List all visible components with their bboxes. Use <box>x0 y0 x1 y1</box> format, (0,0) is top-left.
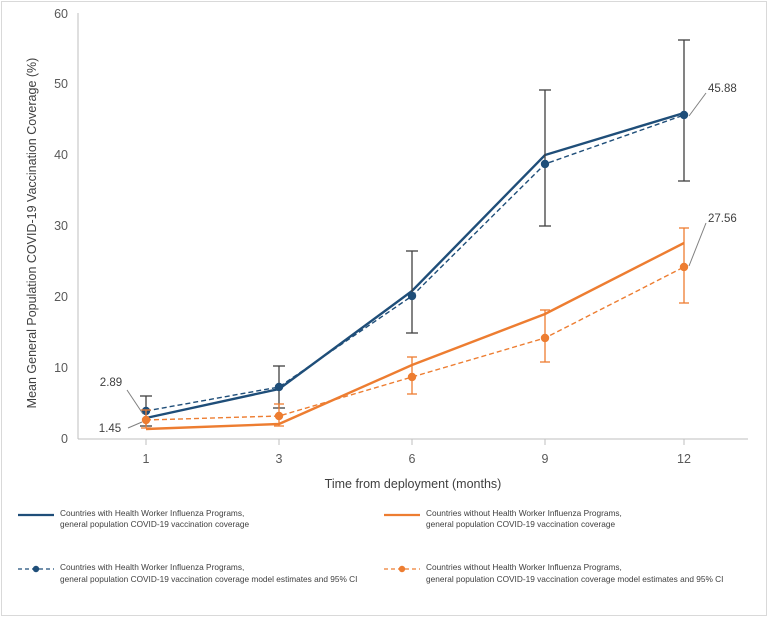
legend-swatch-orange-solid <box>384 509 420 521</box>
callout-line-orange-last <box>689 223 706 266</box>
x-tick-label-3: 3 <box>275 452 283 466</box>
y-tick-label-30: 30 <box>54 219 68 233</box>
y-tick-label-60: 60 <box>54 7 68 21</box>
callout-line-blue-last <box>689 93 706 116</box>
legend-label-with-programs-actual <box>60 508 249 530</box>
legend-item-with-programs-actual[interactable] <box>18 508 384 530</box>
legend-line1: Countries without Health Worker Influenza Programs, <box>426 508 622 518</box>
series-line-with-programs-model <box>146 115 684 411</box>
data-label-blue-last: 45.88 <box>708 83 737 95</box>
series-markers-with-programs-model <box>142 111 688 415</box>
legend-line2: general population COVID-19 vaccination coverage <box>60 519 250 530</box>
legend-item-with-programs-model[interactable] <box>18 562 384 584</box>
legend-item-without-programs-actual[interactable] <box>384 508 750 530</box>
y-tick-label-10: 10 <box>54 361 68 375</box>
legend-line2: general population COVID-19 vaccination coverage <box>426 519 616 530</box>
x-tick-label-9: 9 <box>541 452 549 466</box>
data-label-blue-first: 2.89 <box>99 377 123 389</box>
legend-item-without-programs-model[interactable] <box>384 562 750 584</box>
error-bars-without-programs-model <box>141 228 689 428</box>
y-axis-title: Mean General Population COVID-19 Vaccination Coverage (%) <box>25 57 39 409</box>
legend-line1: Countries with Health Worker Influenza Programs, <box>60 508 245 518</box>
x-axis-title: Time from deployment (months) <box>324 477 502 491</box>
y-tick-label-0: 0 <box>61 432 68 446</box>
x-tick-label-12: 12 <box>677 452 691 466</box>
x-tick-label-6: 6 <box>408 452 416 466</box>
data-label-orange-first: 1.45 <box>98 423 122 435</box>
legend-line2: general population COVID-19 vaccination coverage model estimates and 95% CI <box>60 573 358 584</box>
legend-row-model <box>18 562 750 584</box>
y-tick-label-50: 50 <box>54 77 68 91</box>
legend-swatch-orange-dashed <box>384 563 420 575</box>
legend-line1: Countries with Health Worker Influenza Programs, <box>60 562 245 573</box>
legend-row-solid <box>18 508 750 530</box>
data-label-orange-last: 27.56 <box>708 213 737 225</box>
legend-label-without-programs-model <box>426 562 723 584</box>
legend-line2: general population COVID-19 vaccination coverage model estimates and 95% CI <box>426 573 724 584</box>
y-tick-label-20: 20 <box>54 290 68 304</box>
chart-legend <box>18 500 750 600</box>
x-tick-label-1: 1 <box>142 452 150 466</box>
legend-line1: Countries without Health Worker Influenza Programs, <box>426 562 622 573</box>
callout-line-blue-first <box>127 390 143 414</box>
callout-line-orange-first <box>128 422 142 428</box>
legend-swatch-blue-dashed <box>18 563 54 575</box>
series-line-with-programs-actual <box>146 113 684 418</box>
error-bars-with-programs-model <box>140 40 690 426</box>
legend-label-with-programs-model <box>60 562 357 584</box>
legend-label-without-programs-actual <box>426 508 622 530</box>
legend-swatch-blue-solid <box>18 509 54 521</box>
y-tick-label-40: 40 <box>54 148 68 162</box>
